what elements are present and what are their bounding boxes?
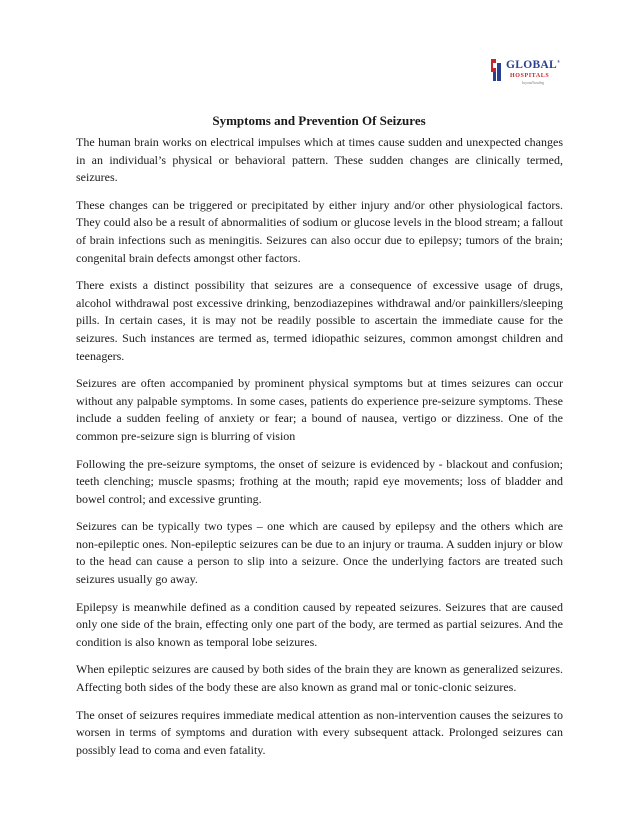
paragraph: The human brain works on electrical impulses which at times cause sudden and unexpected changes in an individual’s physical or behavioral pattern. These sudden changes are clinically termed, seizures. xyxy=(76,135,563,185)
logo-mark-icon xyxy=(488,57,504,83)
paragraph: There exists a distinct possibility that seizures are a consequence of excessive usage of drugs, alcohol withdrawal post excessive drinking, benzodiazepines withdrawal and/or painkillers/sleeping pills. In certain cases, it is may not be readily possible to ascertain the immediate cause for the seizures. Such instances are termed as, termed idiopathic seizures, common amongst children and teenagers. xyxy=(76,278,563,363)
paragraph: These changes can be triggered or precipitated by either injury and/or other physiological factors. They could also be a result of abnormalities of sodium or glucose levels in the blood stream; a fallout of brain infections such as meningitis. Seizures can also occur due to epilepsy; tumors of the brain; congenital brain defects amongst other factors. xyxy=(76,197,563,265)
logo-subtitle: HOSPITALS xyxy=(510,73,550,79)
paragraph: The onset of seizures requires immediate medical attention as non-intervention causes the seizures to worsen in terms of symptoms and duration with every subsequent attack. Prolonged seizures can possibly lead to coma and even fatality. xyxy=(76,707,563,757)
logo-tagline: beyond healing xyxy=(522,81,545,85)
page-title: Symptoms and Prevention Of Seizures xyxy=(212,113,426,128)
paragraph: Seizures can be typically two types – one which are caused by epilepsy and the others which are non-epileptic ones. Non-epileptic seizures can be due to an injury or trauma. A sudden injury or blow to the head can cause a person to slip into a seizure. Once the underlying factors are treated such seizures usually go away. xyxy=(76,519,563,587)
logo-wordmark: GLOBAL® xyxy=(506,59,561,71)
paragraph: Seizures are often accompanied by prominent physical symptoms but at times seizures can occur without any palpable symptoms. In some cases, patients do experience pre-seizure symptoms. These include a sudden feeling of anxiety or fear; a bound of nausea, vertigo or dizziness. One of the common pre-seizure sign is blurring of vision xyxy=(76,376,563,443)
global-hospitals-logo xyxy=(488,56,568,92)
article-body xyxy=(76,134,563,769)
paragraph: Epilepsy is meanwhile defined as a condition caused by repeated seizures. Seizures that are caused only one side of the brain, effecting only one part of the body, are termed as partial seizures. And the condition is also known as temporal lobe seizures. xyxy=(76,599,563,649)
paragraph: When epileptic seizures are caused by both sides of the brain they are known as generalized seizures. Affecting both sides of the body these are also known as grand mal or tonic-clonic seizures. xyxy=(76,662,563,695)
paragraph: Following the pre-seizure symptoms, the onset of seizure is evidenced by - blackout and confusion; teeth clenching; muscle spasms; frothing at the mouth; rapid eye movements; loss of bladder and bowel control; and excessive grunting. xyxy=(76,456,563,506)
